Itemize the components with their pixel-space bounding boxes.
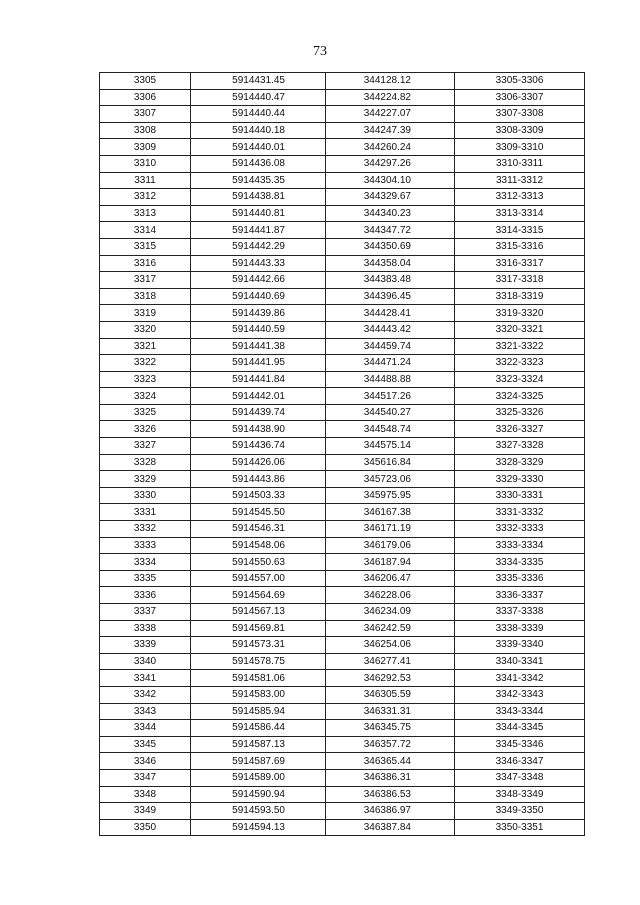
point-number-cell: 3318	[100, 288, 191, 305]
table-row	[100, 803, 585, 820]
point-number-cell: 3345	[100, 736, 191, 753]
point-number-cell: 3343	[100, 703, 191, 720]
segment-cell: 3317-3318	[455, 272, 585, 289]
table-row	[100, 653, 585, 670]
segment-cell: 3343-3344	[455, 703, 585, 720]
point-number-cell: 3342	[100, 686, 191, 703]
y-coordinate-cell: 346386.53	[326, 786, 455, 803]
point-number-cell: 3314	[100, 222, 191, 239]
segment-cell: 3350-3351	[455, 819, 585, 836]
x-coordinate-cell: 5914594.13	[191, 819, 326, 836]
x-coordinate-cell: 5914441.84	[191, 371, 326, 388]
point-number-cell: 3319	[100, 305, 191, 322]
x-coordinate-cell: 5914435.35	[191, 172, 326, 189]
x-coordinate-cell: 5914545.50	[191, 504, 326, 521]
table-row	[100, 720, 585, 737]
x-coordinate-cell: 5914587.69	[191, 753, 326, 770]
point-number-cell: 3331	[100, 504, 191, 521]
table-row	[100, 222, 585, 239]
y-coordinate-cell: 344459.74	[326, 338, 455, 355]
point-number-cell: 3307	[100, 106, 191, 123]
x-coordinate-cell: 5914589.00	[191, 769, 326, 786]
table-row	[100, 122, 585, 139]
x-coordinate-cell: 5914567.13	[191, 604, 326, 621]
y-coordinate-cell: 344428.41	[326, 305, 455, 322]
table-row	[100, 554, 585, 571]
x-coordinate-cell: 5914583.00	[191, 686, 326, 703]
point-number-cell: 3341	[100, 670, 191, 687]
segment-cell: 3339-3340	[455, 637, 585, 654]
table-row	[100, 686, 585, 703]
x-coordinate-cell: 5914548.06	[191, 537, 326, 554]
y-coordinate-cell: 346277.41	[326, 653, 455, 670]
y-coordinate-cell: 346187.94	[326, 554, 455, 571]
point-number-cell: 3321	[100, 338, 191, 355]
point-number-cell: 3320	[100, 321, 191, 338]
point-number-cell: 3317	[100, 272, 191, 289]
y-coordinate-cell: 346167.38	[326, 504, 455, 521]
x-coordinate-cell: 5914426.06	[191, 454, 326, 471]
table-row	[100, 736, 585, 753]
page-number: 73	[313, 44, 327, 59]
point-number-cell: 3337	[100, 604, 191, 621]
table-row	[100, 537, 585, 554]
point-number-cell: 3348	[100, 786, 191, 803]
x-coordinate-cell: 5914441.95	[191, 355, 326, 372]
table-row	[100, 620, 585, 637]
segment-cell: 3315-3316	[455, 238, 585, 255]
y-coordinate-cell: 344227.07	[326, 106, 455, 123]
point-number-cell: 3322	[100, 355, 191, 372]
x-coordinate-cell: 5914440.81	[191, 205, 326, 222]
x-coordinate-cell: 5914557.00	[191, 570, 326, 587]
point-number-cell: 3333	[100, 537, 191, 554]
segment-cell: 3342-3343	[455, 686, 585, 703]
point-number-cell: 3313	[100, 205, 191, 222]
x-coordinate-cell: 5914440.59	[191, 321, 326, 338]
table-row	[100, 769, 585, 786]
x-coordinate-cell: 5914440.18	[191, 122, 326, 139]
y-coordinate-cell: 344224.82	[326, 89, 455, 106]
point-number-cell: 3335	[100, 570, 191, 587]
segment-cell: 3338-3339	[455, 620, 585, 637]
x-coordinate-cell: 5914440.44	[191, 106, 326, 123]
table-row	[100, 321, 585, 338]
y-coordinate-cell: 346357.72	[326, 736, 455, 753]
point-number-cell: 3330	[100, 487, 191, 504]
point-number-cell: 3315	[100, 238, 191, 255]
segment-cell: 3323-3324	[455, 371, 585, 388]
table-row	[100, 371, 585, 388]
x-coordinate-cell: 5914581.06	[191, 670, 326, 687]
y-coordinate-cell: 344471.24	[326, 355, 455, 372]
segment-cell: 3308-3309	[455, 122, 585, 139]
table-row	[100, 238, 585, 255]
segment-cell: 3324-3325	[455, 388, 585, 405]
y-coordinate-cell: 345616.84	[326, 454, 455, 471]
table-row	[100, 637, 585, 654]
table-row	[100, 604, 585, 621]
point-number-cell: 3305	[100, 73, 191, 90]
x-coordinate-cell: 5914586.44	[191, 720, 326, 737]
point-number-cell: 3311	[100, 172, 191, 189]
point-number-cell: 3340	[100, 653, 191, 670]
table-row	[100, 305, 585, 322]
table-row	[100, 338, 585, 355]
point-number-cell: 3349	[100, 803, 191, 820]
table-row	[100, 172, 585, 189]
table-row	[100, 155, 585, 172]
x-coordinate-cell: 5914441.38	[191, 338, 326, 355]
point-number-cell: 3312	[100, 189, 191, 206]
segment-cell: 3319-3320	[455, 305, 585, 322]
segment-cell: 3309-3310	[455, 139, 585, 156]
x-coordinate-cell: 5914503.33	[191, 487, 326, 504]
x-coordinate-cell: 5914590.94	[191, 786, 326, 803]
y-coordinate-cell: 346386.97	[326, 803, 455, 820]
coordinates-table-body	[100, 73, 585, 836]
table-row	[100, 487, 585, 504]
y-coordinate-cell: 346179.06	[326, 537, 455, 554]
x-coordinate-cell: 5914436.74	[191, 438, 326, 455]
y-coordinate-cell: 346292.53	[326, 670, 455, 687]
segment-cell: 3333-3334	[455, 537, 585, 554]
point-number-cell: 3336	[100, 587, 191, 604]
point-number-cell: 3327	[100, 438, 191, 455]
x-coordinate-cell: 5914546.31	[191, 521, 326, 538]
x-coordinate-cell: 5914440.47	[191, 89, 326, 106]
point-number-cell: 3328	[100, 454, 191, 471]
segment-cell: 3330-3331	[455, 487, 585, 504]
x-coordinate-cell: 5914440.01	[191, 139, 326, 156]
x-coordinate-cell: 5914439.86	[191, 305, 326, 322]
x-coordinate-cell: 5914441.87	[191, 222, 326, 239]
y-coordinate-cell: 346365.44	[326, 753, 455, 770]
table-row	[100, 819, 585, 836]
x-coordinate-cell: 5914550.63	[191, 554, 326, 571]
segment-cell: 3322-3323	[455, 355, 585, 372]
y-coordinate-cell: 344260.24	[326, 139, 455, 156]
segment-cell: 3328-3329	[455, 454, 585, 471]
table-row	[100, 89, 585, 106]
y-coordinate-cell: 346254.06	[326, 637, 455, 654]
y-coordinate-cell: 344358.04	[326, 255, 455, 272]
segment-cell: 3316-3317	[455, 255, 585, 272]
x-coordinate-cell: 5914564.69	[191, 587, 326, 604]
point-number-cell: 3316	[100, 255, 191, 272]
coordinates-table	[99, 72, 585, 836]
y-coordinate-cell: 346206.47	[326, 570, 455, 587]
y-coordinate-cell: 346234.09	[326, 604, 455, 621]
y-coordinate-cell: 344347.72	[326, 222, 455, 239]
table-row	[100, 454, 585, 471]
x-coordinate-cell: 5914442.66	[191, 272, 326, 289]
point-number-cell: 3306	[100, 89, 191, 106]
x-coordinate-cell: 5914578.75	[191, 653, 326, 670]
table-row	[100, 106, 585, 123]
x-coordinate-cell: 5914593.50	[191, 803, 326, 820]
y-coordinate-cell: 346387.84	[326, 819, 455, 836]
table-row	[100, 205, 585, 222]
segment-cell: 3334-3335	[455, 554, 585, 571]
segment-cell: 3312-3313	[455, 189, 585, 206]
segment-cell: 3337-3338	[455, 604, 585, 621]
table-row	[100, 438, 585, 455]
y-coordinate-cell: 344297.26	[326, 155, 455, 172]
segment-cell: 3311-3312	[455, 172, 585, 189]
table-row	[100, 355, 585, 372]
x-coordinate-cell: 5914442.29	[191, 238, 326, 255]
y-coordinate-cell: 346242.59	[326, 620, 455, 637]
x-coordinate-cell: 5914443.33	[191, 255, 326, 272]
table-row	[100, 786, 585, 803]
segment-cell: 3341-3342	[455, 670, 585, 687]
table-row	[100, 703, 585, 720]
x-coordinate-cell: 5914431.45	[191, 73, 326, 90]
table-row	[100, 421, 585, 438]
table-row	[100, 272, 585, 289]
point-number-cell: 3308	[100, 122, 191, 139]
y-coordinate-cell: 346345.75	[326, 720, 455, 737]
x-coordinate-cell: 5914442.01	[191, 388, 326, 405]
segment-cell: 3320-3321	[455, 321, 585, 338]
segment-cell: 3332-3333	[455, 521, 585, 538]
point-number-cell: 3344	[100, 720, 191, 737]
x-coordinate-cell: 5914438.81	[191, 189, 326, 206]
y-coordinate-cell: 344488.88	[326, 371, 455, 388]
segment-cell: 3349-3350	[455, 803, 585, 820]
segment-cell: 3326-3327	[455, 421, 585, 438]
x-coordinate-cell: 5914436.08	[191, 155, 326, 172]
y-coordinate-cell: 344443.42	[326, 321, 455, 338]
x-coordinate-cell: 5914587.13	[191, 736, 326, 753]
point-number-cell: 3338	[100, 620, 191, 637]
point-number-cell: 3323	[100, 371, 191, 388]
table-row	[100, 288, 585, 305]
y-coordinate-cell: 344396.45	[326, 288, 455, 305]
segment-cell: 3313-3314	[455, 205, 585, 222]
x-coordinate-cell: 5914443.86	[191, 471, 326, 488]
segment-cell: 3329-3330	[455, 471, 585, 488]
point-number-cell: 3334	[100, 554, 191, 571]
x-coordinate-cell: 5914438.90	[191, 421, 326, 438]
y-coordinate-cell: 344247.39	[326, 122, 455, 139]
segment-cell: 3325-3326	[455, 404, 585, 421]
segment-cell: 3310-3311	[455, 155, 585, 172]
segment-cell: 3307-3308	[455, 106, 585, 123]
segment-cell: 3331-3332	[455, 504, 585, 521]
point-number-cell: 3326	[100, 421, 191, 438]
table-row	[100, 504, 585, 521]
segment-cell: 3348-3349	[455, 786, 585, 803]
y-coordinate-cell: 344304.10	[326, 172, 455, 189]
y-coordinate-cell: 344540.27	[326, 404, 455, 421]
point-number-cell: 3350	[100, 819, 191, 836]
x-coordinate-cell: 5914439.74	[191, 404, 326, 421]
point-number-cell: 3332	[100, 521, 191, 538]
table-row	[100, 139, 585, 156]
point-number-cell: 3309	[100, 139, 191, 156]
y-coordinate-cell: 344340.23	[326, 205, 455, 222]
y-coordinate-cell: 346386.31	[326, 769, 455, 786]
y-coordinate-cell: 345975.95	[326, 487, 455, 504]
table-row	[100, 255, 585, 272]
y-coordinate-cell: 346171.19	[326, 521, 455, 538]
y-coordinate-cell: 344350.69	[326, 238, 455, 255]
point-number-cell: 3310	[100, 155, 191, 172]
table-row	[100, 404, 585, 421]
table-row	[100, 189, 585, 206]
x-coordinate-cell: 5914585.94	[191, 703, 326, 720]
x-coordinate-cell: 5914573.31	[191, 637, 326, 654]
table-row	[100, 587, 585, 604]
y-coordinate-cell: 345723.06	[326, 471, 455, 488]
y-coordinate-cell: 344128.12	[326, 73, 455, 90]
segment-cell: 3345-3346	[455, 736, 585, 753]
segment-cell: 3327-3328	[455, 438, 585, 455]
segment-cell: 3314-3315	[455, 222, 585, 239]
table-row	[100, 521, 585, 538]
y-coordinate-cell: 344329.67	[326, 189, 455, 206]
segment-cell: 3340-3341	[455, 653, 585, 670]
segment-cell: 3306-3307	[455, 89, 585, 106]
y-coordinate-cell: 346331.31	[326, 703, 455, 720]
point-number-cell: 3339	[100, 637, 191, 654]
segment-cell: 3344-3345	[455, 720, 585, 737]
point-number-cell: 3325	[100, 404, 191, 421]
y-coordinate-cell: 346228.06	[326, 587, 455, 604]
table-row	[100, 670, 585, 687]
y-coordinate-cell: 344383.48	[326, 272, 455, 289]
y-coordinate-cell: 344575.14	[326, 438, 455, 455]
y-coordinate-cell: 346305.59	[326, 686, 455, 703]
table-row	[100, 388, 585, 405]
segment-cell: 3321-3322	[455, 338, 585, 355]
table-row	[100, 73, 585, 90]
x-coordinate-cell: 5914569.81	[191, 620, 326, 637]
segment-cell: 3347-3348	[455, 769, 585, 786]
y-coordinate-cell: 344517.26	[326, 388, 455, 405]
segment-cell: 3335-3336	[455, 570, 585, 587]
segment-cell: 3305-3306	[455, 73, 585, 90]
point-number-cell: 3329	[100, 471, 191, 488]
y-coordinate-cell: 344548.74	[326, 421, 455, 438]
table-row	[100, 471, 585, 488]
segment-cell: 3336-3337	[455, 587, 585, 604]
point-number-cell: 3346	[100, 753, 191, 770]
segment-cell: 3346-3347	[455, 753, 585, 770]
table-row	[100, 570, 585, 587]
segment-cell: 3318-3319	[455, 288, 585, 305]
table-row	[100, 753, 585, 770]
point-number-cell: 3347	[100, 769, 191, 786]
point-number-cell: 3324	[100, 388, 191, 405]
x-coordinate-cell: 5914440.69	[191, 288, 326, 305]
